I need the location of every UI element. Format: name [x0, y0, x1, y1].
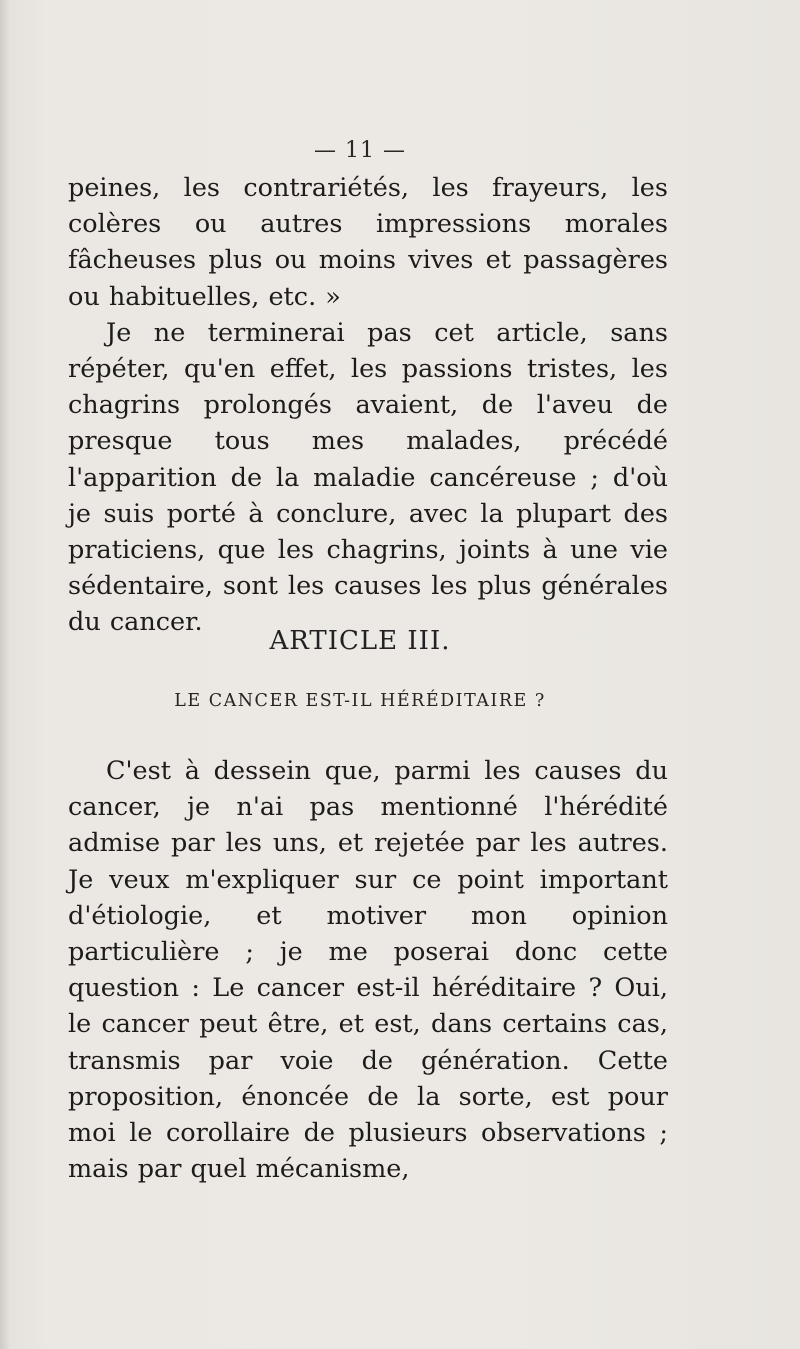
- paragraph-conclusion: Je ne terminerai pas cet article, sans répéter, qu'en effet, les passions tristes, les chagrins prolongés avaient, de l'aveu de presque tous mes malades, précédé l'apparition de la maladie cancéreuse ; d'où je suis porté à conclure, avec la plupart des praticiens, que les chagrins, joints à une vie sédentaire, sont les causes les plus générales du cancer.: [68, 317, 668, 638]
- text-block-bottom: [68, 753, 668, 1187]
- page-edge-shadow: [0, 0, 10, 1349]
- page-number: — 11 —: [314, 138, 406, 163]
- article-heading: ARTICLE III.: [269, 626, 451, 656]
- paragraph-continuation: peines, les contrariétés, les frayeurs, les colères ou autres impressions morales fâcheuses plus ou moins vives et passagères ou habituelles, etc. »: [68, 173, 668, 312]
- article-subheading: LE CANCER EST-IL HÉRÉDITAIRE ?: [174, 691, 546, 711]
- paragraph-heredity: C'est à dessein que, parmi les causes du cancer, je n'ai pas mentionné l'hérédité admise par les uns, et rejetée par les autres. Je veux m'expliquer sur ce point important d'étiologie, et motiver mon opinion particulière ; je me poserai donc cette question : Le cancer est-il héréditaire ? Oui, le cancer peut être, et est, dans certains cas, transmis par voie de génération. Cette proposition, énoncée de la sorte, est pour moi le corollaire de plusieurs observations ; mais par quel mécanisme,: [68, 756, 668, 1185]
- text-block-top: [68, 170, 668, 641]
